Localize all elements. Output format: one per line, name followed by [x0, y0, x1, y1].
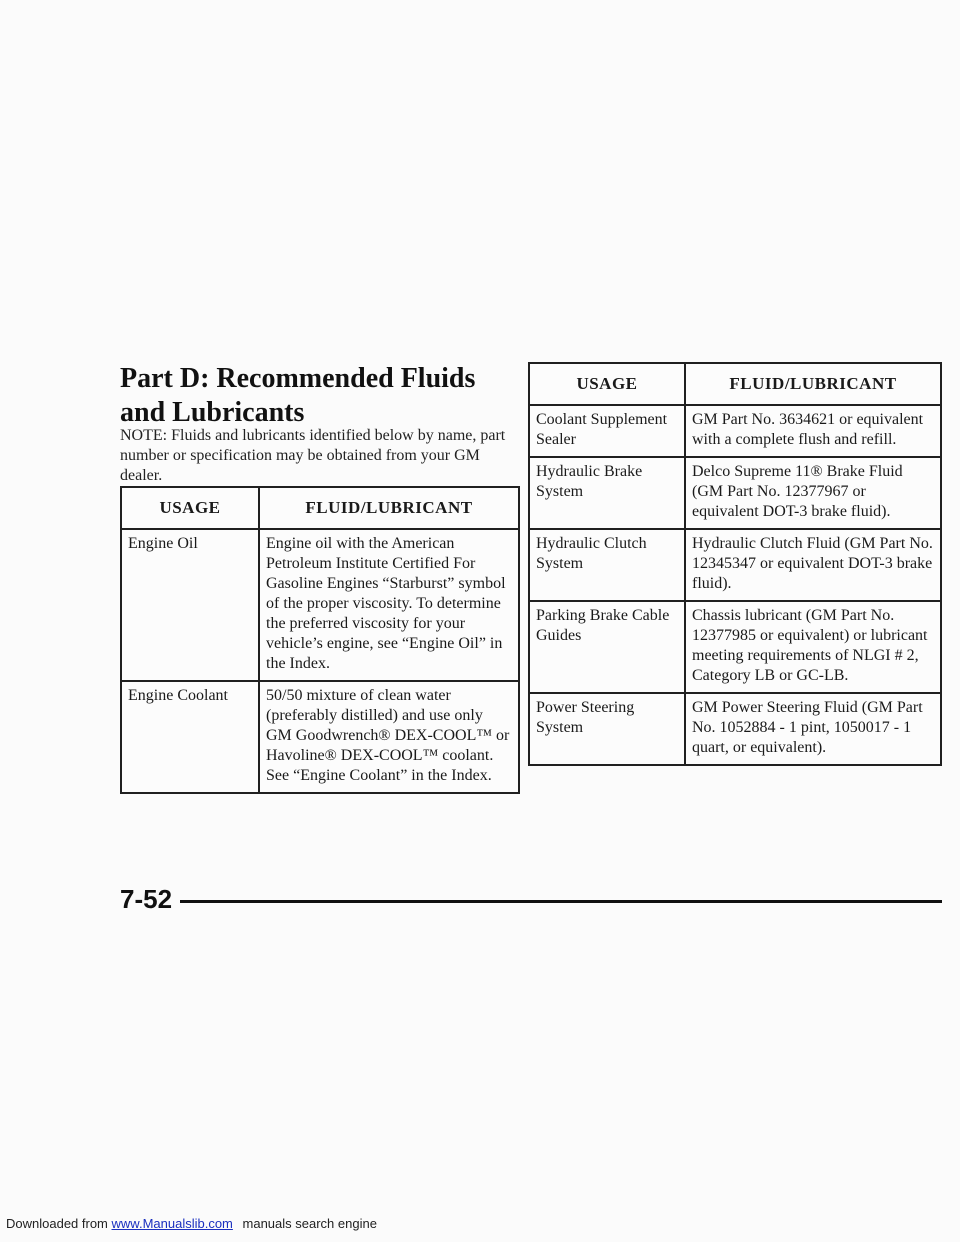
fluid-column-header: FLUID/LUBRICANT	[685, 363, 941, 405]
usage-column-header: USAGE	[121, 487, 259, 529]
footer-rule	[180, 900, 942, 903]
download-footer	[0, 1216, 960, 1231]
table-row	[121, 529, 519, 681]
table-header-row	[121, 487, 519, 529]
usage-cell: Hydraulic Clutch System	[529, 529, 685, 601]
page-title: Part D: Recommended Fluids and Lubricants	[120, 363, 476, 428]
manualslib-link[interactable]: www.Manualslib.com	[111, 1216, 233, 1231]
usage-column-header: USAGE	[529, 363, 685, 405]
table-row	[529, 457, 941, 529]
note-paragraph: NOTE: Fluids and lubricants identified below by name, part number or specification may be obtained from your GM dealer.	[120, 427, 506, 484]
fluid-cell: GM Part No. 3634621 or equivalent with a complete flush and refill.	[685, 405, 941, 457]
fluids-table-left	[120, 486, 520, 794]
usage-cell: Coolant Supplement Sealer	[529, 405, 685, 457]
usage-cell: Hydraulic Brake System	[529, 457, 685, 529]
table-row	[529, 405, 941, 457]
fluid-cell: 50/50 mixture of clean water (preferably distilled) and use only GM Goodwrench® DEX-COOL™ or Havoline® DEX-COOL™ coolant. See “Engine Coolant” in the Index.	[259, 681, 519, 793]
footer-prefix: Downloaded from	[6, 1216, 108, 1231]
table-row	[529, 529, 941, 601]
fluid-cell: Engine oil with the American Petroleum Institute Certified For Gasoline Engines “Starburst” symbol of the proper viscosity. To determine the preferred viscosity for your vehicle’s engine, see “Engine Oil” in the Index.	[259, 529, 519, 681]
usage-cell: Parking Brake Cable Guides	[529, 601, 685, 693]
usage-cell: Engine Oil	[121, 529, 259, 681]
table-header-row	[529, 363, 941, 405]
table-row	[529, 601, 941, 693]
table-row	[121, 681, 519, 793]
footer-suffix: manuals search engine	[242, 1216, 377, 1231]
fluids-table-right	[528, 362, 942, 766]
usage-cell: Engine Coolant	[121, 681, 259, 793]
fluid-cell: Delco Supreme 11® Brake Fluid (GM Part No. 12377967 or equivalent DOT-3 brake fluid).	[685, 457, 941, 529]
fluid-cell: Chassis lubricant (GM Part No. 12377985 or equivalent) or lubricant meeting requirements of NLGI # 2, Category LB or GC-LB.	[685, 601, 941, 693]
usage-cell: Power Steering System	[529, 693, 685, 765]
page-number: 7-52	[120, 884, 173, 914]
fluid-column-header: FLUID/LUBRICANT	[259, 487, 519, 529]
fluid-cell: GM Power Steering Fluid (GM Part No. 1052884 - 1 pint, 1050017 - 1 quart, or equivalent).	[685, 693, 941, 765]
table-row	[529, 693, 941, 765]
fluid-cell: Hydraulic Clutch Fluid (GM Part No. 12345347 or equivalent DOT-3 brake fluid).	[685, 529, 941, 601]
